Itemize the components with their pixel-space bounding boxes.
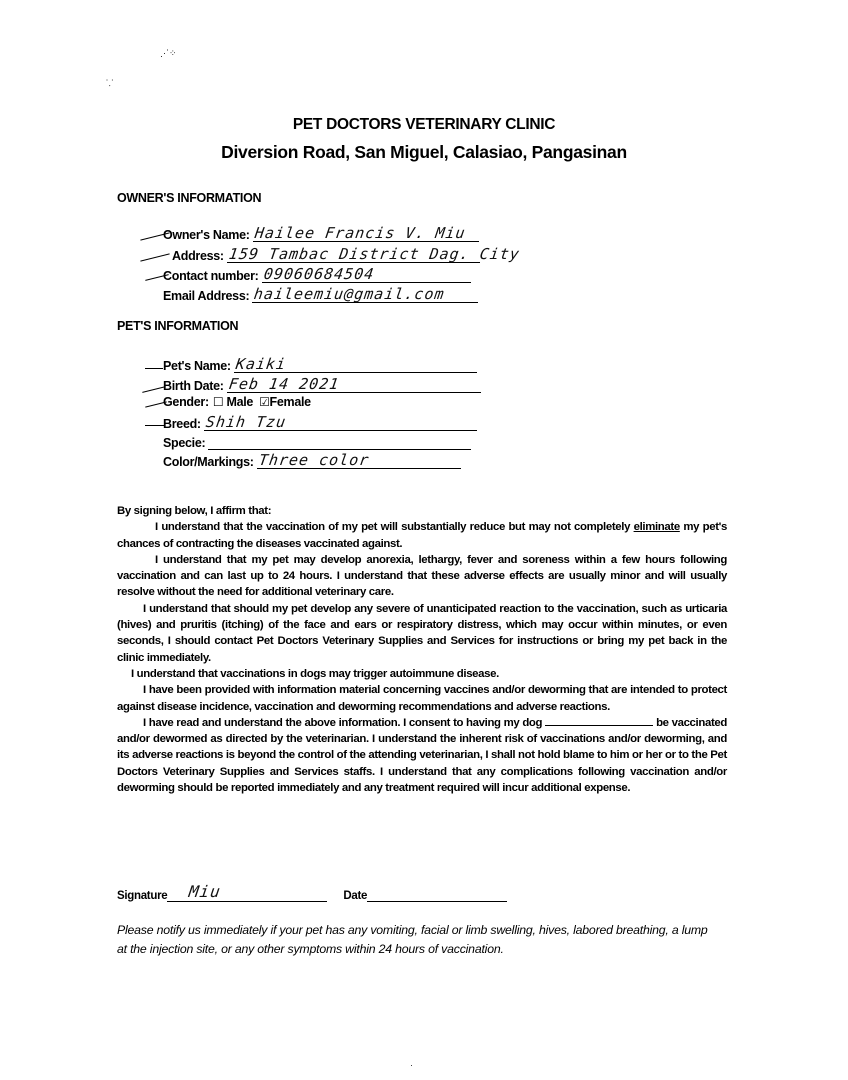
pet-color-value: Three color xyxy=(257,451,371,469)
owner-name-field[interactable] xyxy=(253,224,479,242)
owner-contact-label: Contact number: xyxy=(163,269,259,283)
affirmation-paragraph-4: I understand that vaccinations in dogs may trigger autoimmune disease. xyxy=(131,667,499,680)
owner-contact-value: 09060684504 xyxy=(262,265,376,283)
affirmation-paragraph-1: I understand that the vaccination of my pet will substantially reduce but may not completely eliminate my pet's chances of contracting the diseases vaccinated against. xyxy=(117,521,727,550)
pet-section-title: PET'S INFORMATION xyxy=(117,319,239,333)
owner-address-field[interactable] xyxy=(227,245,521,263)
pet-breed-value: Shih Tzu xyxy=(204,413,288,431)
affirmation-body xyxy=(117,503,727,796)
pet-specie-label: Specie: xyxy=(163,436,206,450)
scan-speck: ⸪ xyxy=(106,78,114,88)
owner-contact-field[interactable] xyxy=(262,265,471,283)
owner-section-title: OWNER'S INFORMATION xyxy=(117,191,262,205)
pet-breed-field[interactable] xyxy=(204,413,477,431)
pet-birth-value: Feb 14 2021 xyxy=(227,375,341,393)
scan-speck: · xyxy=(410,1060,413,1070)
owner-email-field[interactable] xyxy=(252,285,478,303)
owner-email-row xyxy=(163,285,478,303)
gender-female-option[interactable]: ☑Female xyxy=(259,395,311,409)
check-mark xyxy=(145,368,163,369)
aftercare-note: Please notify us immediately if your pet has any vomiting, facial or limb swelling, hives, labored breathing, a lump at the injection site, or any other symptoms within 24 hours of vaccination. xyxy=(117,923,708,956)
owner-email-label: Email Address: xyxy=(163,289,250,303)
owner-name-label: Owner's Name: xyxy=(163,228,250,242)
clinic-name: PET DOCTORS VETERINARY CLINIC xyxy=(292,116,556,133)
signature-field[interactable] xyxy=(167,882,327,902)
pet-name-row xyxy=(163,355,477,373)
signature-label: Signature xyxy=(117,890,168,902)
affirmation-paragraph-2: I understand that my pet may develop anorexia, lethargy, fever and soreness within a few hours following vaccination and can last up to 24 hours. I understand that these adverse effects are usually minor and will usually resolve without the need for additional veterinary care. xyxy=(117,553,727,599)
pet-color-row xyxy=(163,451,461,469)
date-field[interactable] xyxy=(367,886,507,902)
owner-address-label: Address: xyxy=(172,249,224,263)
pet-name-label: Pet's Name: xyxy=(163,359,231,373)
affirmation-intro: By signing below, I affirm that: xyxy=(117,505,272,517)
checkbox-empty-icon: ☐ xyxy=(212,395,224,409)
signature-value: Miu xyxy=(188,882,223,901)
pet-birth-label: Birth Date: xyxy=(163,379,224,393)
pet-breed-row xyxy=(163,413,477,431)
scan-speck: ⋰⁘ xyxy=(160,48,177,58)
affirmation-paragraph-5: I have been provided with information material concerning vaccines and/or deworming that are intended to protect against disease incidence, vaccination and deworming recommendations and adverse reactions. xyxy=(117,684,727,713)
pet-breed-label: Breed: xyxy=(163,417,201,431)
gender-male-option[interactable]: ☐ Male xyxy=(212,395,254,409)
clinic-address: Diversion Road, San Miguel, Calasiao, Pangasinan xyxy=(221,142,627,162)
date-label: Date xyxy=(343,890,368,902)
pet-gender-label: Gender: xyxy=(163,395,209,409)
pet-gender-row xyxy=(163,395,311,409)
owner-address-value: 159 Tambac District Dag. City xyxy=(227,245,521,263)
pet-name-field[interactable] xyxy=(234,355,477,373)
check-mark xyxy=(145,425,165,426)
affirmation-paragraph-6: I have read and understand the above information. I consent to having my dog be vaccinated and/or dewormed as directed by the veterinarian. I understand the inherent risk of vaccinations and/or deworming, and its adverse reactions is beyond the control of the attending veterinarian, I shall not hold blame to him or her or to the Pet Doctors Veterinary Supplies and Services staffs. I understand that any complications following vaccination and/or deworming should be reported immediately and any treatment required will incur additional expense. xyxy=(117,716,727,795)
pet-color-label: Color/Markings: xyxy=(163,455,254,469)
pet-specie-field[interactable] xyxy=(208,432,471,450)
check-mark xyxy=(140,253,169,261)
pet-color-field[interactable] xyxy=(257,451,461,469)
owner-email-value: haileemiu@gmail.com xyxy=(253,285,447,303)
owner-name-value: Hailee Francis V. Miu xyxy=(253,224,467,242)
checkbox-checked-icon: ☑ xyxy=(259,395,270,409)
affirmation-paragraph-3: I understand that should my pet develop any severe of unanticipated reaction to the vaccination, such as urticaria (hives) and pruritis (itching) of the face and ears or respiratory distress, which may occur within minutes, or even seconds, I should contact Pet Doctors Veterinary Supplies and Services for instructions or bring my pet back in the clinic immediately. xyxy=(117,602,727,664)
pet-name-value: Kaiki xyxy=(234,355,288,373)
pet-birth-field[interactable] xyxy=(227,375,481,393)
owner-name-row xyxy=(163,224,479,242)
dog-name-blank[interactable] xyxy=(545,715,653,726)
owner-address-row xyxy=(172,245,521,263)
pet-specie-row xyxy=(163,432,471,450)
signature-row xyxy=(117,882,507,902)
owner-contact-row xyxy=(163,265,471,283)
pet-birth-row xyxy=(163,375,481,393)
